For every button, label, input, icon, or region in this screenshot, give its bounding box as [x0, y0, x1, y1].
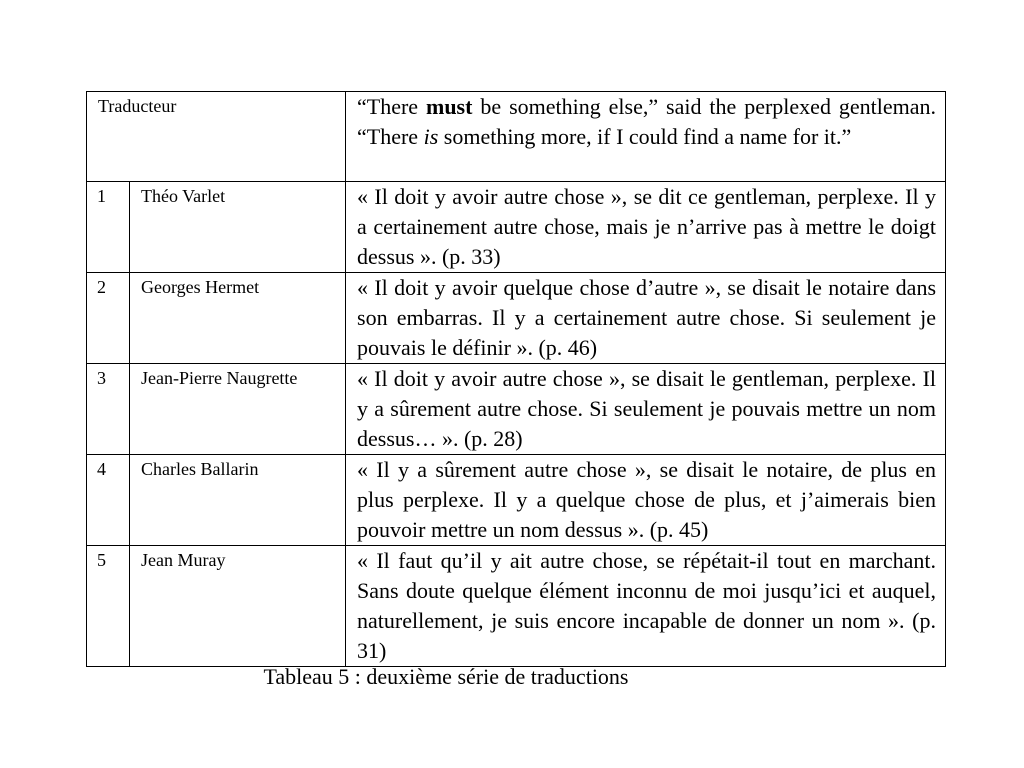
row-number-cell	[87, 364, 130, 455]
translator-name: Jean-Pierre Naugrette	[141, 368, 298, 388]
table-row	[87, 273, 946, 364]
row-number: 2	[97, 277, 106, 297]
translation-text-cell	[346, 273, 946, 364]
row-number: 3	[97, 368, 106, 388]
row-number: 5	[97, 550, 106, 570]
row-number-cell	[87, 455, 130, 546]
translator-name-cell	[130, 364, 346, 455]
translation-text-cell	[346, 546, 946, 667]
table-row	[87, 364, 946, 455]
translation-text: « Il doit y avoir autre chose », se dit ce gentleman, perplexe. Il y a certainement autre chose, mais je n’arrive pas à mettre le doigt dessus ». (p. 33)	[357, 184, 937, 269]
table-row	[87, 546, 946, 667]
table-row	[87, 455, 946, 546]
table-body	[87, 92, 946, 667]
table-row	[87, 182, 946, 273]
quote-part: something more, if I could find a name for it.”	[438, 124, 852, 149]
translation-text-cell	[346, 364, 946, 455]
translator-header-cell	[87, 92, 346, 182]
translator-name-cell	[130, 546, 346, 667]
row-number-cell	[87, 273, 130, 364]
quote-part: be something else,” said the perplexed gentleman. “There	[357, 94, 937, 149]
row-number: 1	[97, 186, 106, 206]
translation-text: « Il doit y avoir quelque chose d’autre », se disait le notaire dans son embarras. Il y a certainement autre chose. Si seulement je pouvais le définir ». (p. 46)	[357, 275, 937, 360]
translator-name-cell	[130, 182, 346, 273]
quote-part: “There	[357, 94, 426, 119]
translation-text: « Il doit y avoir autre chose », se disait le gentleman, perplexe. Il y a sûrement autre chose. Si seulement je pouvais mettre un nom dessus… ». (p. 28)	[357, 366, 937, 451]
translator-name-cell	[130, 273, 346, 364]
translation-text: « Il y a sûrement autre chose », se disait le notaire, de plus en plus perplexe. Il y a quelque chose de plus, et j’aimerais bien pouvoir mettre un nom dessus ». (p. 45)	[357, 457, 937, 542]
translator-name: Georges Hermet	[141, 277, 260, 297]
original-quote	[346, 92, 945, 152]
row-number-cell	[87, 182, 130, 273]
header-row	[87, 92, 946, 182]
row-number-cell	[87, 546, 130, 667]
translator-name: Jean Muray	[141, 550, 226, 570]
original-quote-cell	[346, 92, 946, 182]
quote-emphasis-must: must	[426, 94, 473, 119]
translation-text-cell	[346, 182, 946, 273]
table-caption: Tableau 5 : deuxième série de traductions	[263, 664, 629, 689]
row-number: 4	[97, 459, 106, 479]
quote-emphasis-is: is	[423, 124, 439, 149]
translation-text-cell	[346, 455, 946, 546]
translation-text: « Il faut qu’il y ait autre chose, se répétait-il tout en marchant. Sans doute quelque élément inconnu de moi jusqu’ici et auquel, naturellement, je suis encore incapable de donner un nom ». (p. 31)	[357, 548, 937, 663]
translations-table	[86, 91, 946, 667]
translator-header-label: Traducteur	[98, 96, 177, 116]
translator-name: Théo Varlet	[141, 186, 226, 206]
translator-name-cell	[130, 455, 346, 546]
translator-name: Charles Ballarin	[141, 459, 259, 479]
